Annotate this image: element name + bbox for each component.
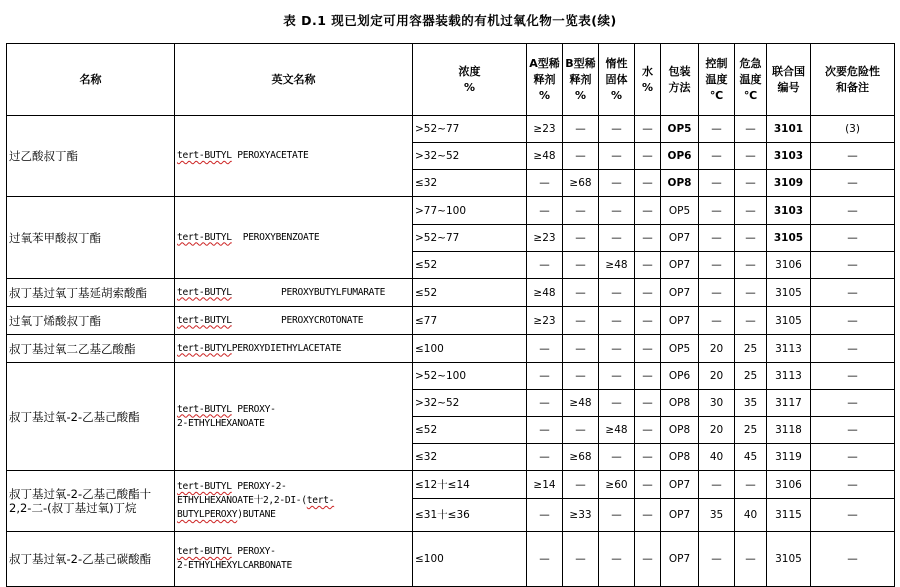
cell-concentration: ≤12十≤14 [413, 471, 527, 499]
cell-un-number: 3101 [767, 116, 811, 143]
cell-diluent-b: — [563, 252, 599, 279]
cell-concentration: >32~52 [413, 143, 527, 170]
cell-diluent-b: — [563, 532, 599, 587]
cell-packing-method: OP5 [661, 335, 699, 363]
cell-inert-solid: — [599, 279, 635, 307]
cell-concentration: ≤52 [413, 252, 527, 279]
cell-name: 叔丁基过氧-2-乙基己酸酯 [7, 363, 175, 471]
cell-packing-method: OP8 [661, 170, 699, 197]
cell-subsidiary-risk: — [811, 225, 895, 252]
cell-un-number: 3109 [767, 170, 811, 197]
english-name-text: tert-BUTYL PEROXYCROTONATE [177, 314, 364, 326]
cell-concentration: >52~100 [413, 363, 527, 390]
cell-diluent-a: — [527, 417, 563, 444]
cell-subsidiary-risk: — [811, 335, 895, 363]
cell-subsidiary-risk: — [811, 170, 895, 197]
cell-control-temp: 20 [699, 417, 735, 444]
cell-packing-method: OP7 [661, 532, 699, 587]
cell-water: — [635, 417, 661, 444]
cell-english-name [175, 116, 413, 197]
cell-diluent-b: — [563, 471, 599, 499]
cell-un-number: 3118 [767, 417, 811, 444]
cell-diluent-a: ≥23 [527, 225, 563, 252]
cell-control-temp: — [699, 307, 735, 335]
cell-english-name [175, 471, 413, 532]
cell-subsidiary-risk: — [811, 143, 895, 170]
cell-inert-solid: ≥60 [599, 471, 635, 499]
cell-control-temp: 20 [699, 363, 735, 390]
cell-diluent-a: — [527, 363, 563, 390]
cell-subsidiary-risk: — [811, 444, 895, 471]
cell-water: — [635, 143, 661, 170]
cell-control-temp: — [699, 471, 735, 499]
cell-water: — [635, 170, 661, 197]
cell-control-temp: — [699, 143, 735, 170]
cell-diluent-a: — [527, 197, 563, 225]
cell-diluent-b: — [563, 225, 599, 252]
cell-control-temp: — [699, 170, 735, 197]
cell-diluent-a: ≥48 [527, 279, 563, 307]
cell-control-temp: 35 [699, 499, 735, 532]
cell-english-name [175, 197, 413, 279]
cell-subsidiary-risk: — [811, 471, 895, 499]
table-row [7, 335, 895, 363]
table-row [7, 116, 895, 143]
cell-concentration: ≤31十≤36 [413, 499, 527, 532]
cell-control-temp: 30 [699, 390, 735, 417]
cell-water: — [635, 363, 661, 390]
cell-english-name [175, 307, 413, 335]
cell-diluent-b: ≥68 [563, 170, 599, 197]
english-name-text: tert-BUTYL PEROXY- 2-ETHYLHEXYLCARBONATE [177, 546, 292, 571]
cell-concentration: >32~52 [413, 390, 527, 417]
cell-diluent-b: — [563, 197, 599, 225]
cell-un-number: 3103 [767, 197, 811, 225]
cell-concentration: ≤32 [413, 444, 527, 471]
cell-un-number: 3106 [767, 252, 811, 279]
cell-subsidiary-risk: — [811, 279, 895, 307]
cell-inert-solid: — [599, 363, 635, 390]
cell-english-name [175, 532, 413, 587]
cell-diluent-b: — [563, 417, 599, 444]
cell-packing-method: OP7 [661, 225, 699, 252]
cell-inert-solid: — [599, 225, 635, 252]
cell-diluent-a: — [527, 170, 563, 197]
cell-un-number: 3113 [767, 363, 811, 390]
cell-subsidiary-risk: — [811, 307, 895, 335]
header-un-number: 联合国 编号 [767, 44, 811, 116]
header-water: 水 % [635, 44, 661, 116]
cell-emergency-temp: 25 [735, 335, 767, 363]
cell-packing-method: OP5 [661, 197, 699, 225]
cell-water: — [635, 499, 661, 532]
cell-diluent-b: ≥68 [563, 444, 599, 471]
cell-emergency-temp: — [735, 252, 767, 279]
cell-concentration: ≤100 [413, 335, 527, 363]
cell-packing-method: OP8 [661, 417, 699, 444]
english-name-text: tert-BUTYL PEROXY- 2-ETHYLHEXANOATE [177, 403, 276, 429]
header-english-name: 英文名称 [175, 44, 413, 116]
cell-inert-solid: — [599, 116, 635, 143]
english-name-text: tert-BUTYLPEROXYDIETHYLACETATE [177, 342, 342, 354]
cell-subsidiary-risk: — [811, 499, 895, 532]
table-title: 表 D.1 现已划定可用容器装载的有机过氧化物一览表(续) [283, 13, 617, 28]
header-packing-method: 包装 方法 [661, 44, 699, 116]
cell-name: 过乙酸叔丁酯 [7, 116, 175, 197]
table-row [7, 279, 895, 307]
table-row [7, 471, 895, 499]
cell-un-number: 3105 [767, 279, 811, 307]
cell-subsidiary-risk: — [811, 252, 895, 279]
cell-inert-solid: — [599, 532, 635, 587]
english-name-text: tert-BUTYL PEROXYBENZOATE [177, 231, 320, 243]
header-name: 名称 [7, 44, 175, 116]
cell-inert-solid: ≥48 [599, 252, 635, 279]
cell-control-temp: — [699, 197, 735, 225]
cell-emergency-temp: 25 [735, 363, 767, 390]
cell-packing-method: OP7 [661, 471, 699, 499]
cell-inert-solid: — [599, 444, 635, 471]
table-row [7, 197, 895, 225]
table-row [7, 532, 895, 587]
cell-emergency-temp: — [735, 197, 767, 225]
header-diluent-b: B型稀 释剂 % [563, 44, 599, 116]
cell-name: 叔丁基过氧-2-乙基己酸酯十 2,2-二-(叔丁基过氧)丁烷 [7, 471, 175, 532]
cell-emergency-temp: 25 [735, 417, 767, 444]
cell-water: — [635, 390, 661, 417]
peroxide-table [6, 43, 895, 587]
cell-water: — [635, 197, 661, 225]
header-subsidiary-risk: 次要危险性 和备注 [811, 44, 895, 116]
cell-diluent-b: — [563, 279, 599, 307]
cell-subsidiary-risk: — [811, 390, 895, 417]
cell-water: — [635, 471, 661, 499]
cell-packing-method: OP5 [661, 116, 699, 143]
cell-un-number: 3115 [767, 499, 811, 532]
english-name-text: tert-BUTYL PEROXYACETATE [177, 150, 309, 161]
cell-inert-solid: ≥48 [599, 417, 635, 444]
cell-inert-solid: — [599, 307, 635, 335]
cell-diluent-b: — [563, 143, 599, 170]
cell-name: 过氧苯甲酸叔丁酯 [7, 197, 175, 279]
cell-subsidiary-risk: — [811, 417, 895, 444]
cell-inert-solid: — [599, 143, 635, 170]
cell-subsidiary-risk: — [811, 363, 895, 390]
cell-concentration: ≤52 [413, 417, 527, 444]
header-concentration: 浓度 % [413, 44, 527, 116]
cell-emergency-temp: — [735, 225, 767, 252]
cell-packing-method: OP7 [661, 499, 699, 532]
cell-emergency-temp: 40 [735, 499, 767, 532]
cell-concentration: >52~77 [413, 116, 527, 143]
cell-packing-method: OP7 [661, 279, 699, 307]
cell-water: — [635, 532, 661, 587]
cell-packing-method: OP8 [661, 444, 699, 471]
cell-inert-solid: — [599, 499, 635, 532]
cell-control-temp: — [699, 532, 735, 587]
table-row [7, 307, 895, 335]
cell-emergency-temp: — [735, 143, 767, 170]
cell-water: — [635, 225, 661, 252]
header-inert-solid: 惰性 固体 % [599, 44, 635, 116]
cell-inert-solid: — [599, 197, 635, 225]
cell-name: 叔丁基过氧二乙基乙酸酯 [7, 335, 175, 363]
cell-packing-method: OP6 [661, 143, 699, 170]
cell-un-number: 3113 [767, 335, 811, 363]
cell-diluent-a: — [527, 335, 563, 363]
cell-name: 叔丁基过氧-2-乙基己碳酸酯 [7, 532, 175, 587]
cell-control-temp: 20 [699, 335, 735, 363]
cell-packing-method: OP7 [661, 307, 699, 335]
cell-concentration: ≤100 [413, 532, 527, 587]
cell-emergency-temp: 35 [735, 390, 767, 417]
cell-emergency-temp: — [735, 471, 767, 499]
cell-water: — [635, 444, 661, 471]
cell-packing-method: OP6 [661, 363, 699, 390]
english-name-text: tert-BUTYL PEROXY-2- ETHYLHEXANOATE十2,2-DI-(tert- BUTYLPEROXY)BUTANE [177, 481, 335, 520]
cell-control-temp: — [699, 279, 735, 307]
cell-packing-method: OP7 [661, 252, 699, 279]
cell-name: 叔丁基过氧丁基延胡索酸酯 [7, 279, 175, 307]
cell-control-temp: — [699, 225, 735, 252]
cell-un-number: 3119 [767, 444, 811, 471]
cell-name: 过氧丁烯酸叔丁酯 [7, 307, 175, 335]
cell-diluent-a: ≥48 [527, 143, 563, 170]
cell-english-name [175, 363, 413, 471]
cell-packing-method: OP8 [661, 390, 699, 417]
cell-concentration: ≤32 [413, 170, 527, 197]
cell-un-number: 3105 [767, 225, 811, 252]
table-row [7, 363, 895, 390]
cell-un-number: 3106 [767, 471, 811, 499]
cell-diluent-b: ≥33 [563, 499, 599, 532]
cell-emergency-temp: — [735, 116, 767, 143]
cell-diluent-b: — [563, 307, 599, 335]
cell-emergency-temp: — [735, 170, 767, 197]
cell-un-number: 3103 [767, 143, 811, 170]
cell-diluent-a: — [527, 444, 563, 471]
cell-diluent-b: — [563, 116, 599, 143]
cell-diluent-a: ≥14 [527, 471, 563, 499]
cell-un-number: 3105 [767, 532, 811, 587]
cell-subsidiary-risk: — [811, 197, 895, 225]
cell-inert-solid: — [599, 390, 635, 417]
cell-diluent-b: — [563, 363, 599, 390]
cell-concentration: >52~77 [413, 225, 527, 252]
cell-water: — [635, 279, 661, 307]
cell-water: — [635, 116, 661, 143]
cell-diluent-a: ≥23 [527, 307, 563, 335]
english-name-text: tert-BUTYL PEROXYBUTYLFUMARATE [177, 286, 386, 298]
cell-un-number: 3105 [767, 307, 811, 335]
cell-diluent-b: — [563, 335, 599, 363]
cell-subsidiary-risk: — [811, 532, 895, 587]
cell-emergency-temp: — [735, 307, 767, 335]
cell-inert-solid: — [599, 170, 635, 197]
cell-diluent-a: — [527, 390, 563, 417]
cell-water: — [635, 307, 661, 335]
cell-emergency-temp: — [735, 279, 767, 307]
cell-inert-solid: — [599, 335, 635, 363]
cell-diluent-b: ≥48 [563, 390, 599, 417]
cell-subsidiary-risk: (3) [811, 116, 895, 143]
header-emergency-temp: 危急 温度 ℃ [735, 44, 767, 116]
cell-water: — [635, 335, 661, 363]
cell-diluent-a: — [527, 532, 563, 587]
cell-water: — [635, 252, 661, 279]
cell-concentration: >77~100 [413, 197, 527, 225]
cell-concentration: ≤77 [413, 307, 527, 335]
cell-concentration: ≤52 [413, 279, 527, 307]
cell-diluent-a: — [527, 499, 563, 532]
cell-control-temp: 40 [699, 444, 735, 471]
cell-english-name [175, 279, 413, 307]
cell-un-number: 3117 [767, 390, 811, 417]
cell-control-temp: — [699, 252, 735, 279]
cell-english-name [175, 335, 413, 363]
cell-emergency-temp: 45 [735, 444, 767, 471]
cell-diluent-a: — [527, 252, 563, 279]
cell-control-temp: — [699, 116, 735, 143]
header-control-temp: 控制 温度 ℃ [699, 44, 735, 116]
cell-emergency-temp: — [735, 532, 767, 587]
cell-diluent-a: ≥23 [527, 116, 563, 143]
header-diluent-a: A型稀 释剂 % [527, 44, 563, 116]
